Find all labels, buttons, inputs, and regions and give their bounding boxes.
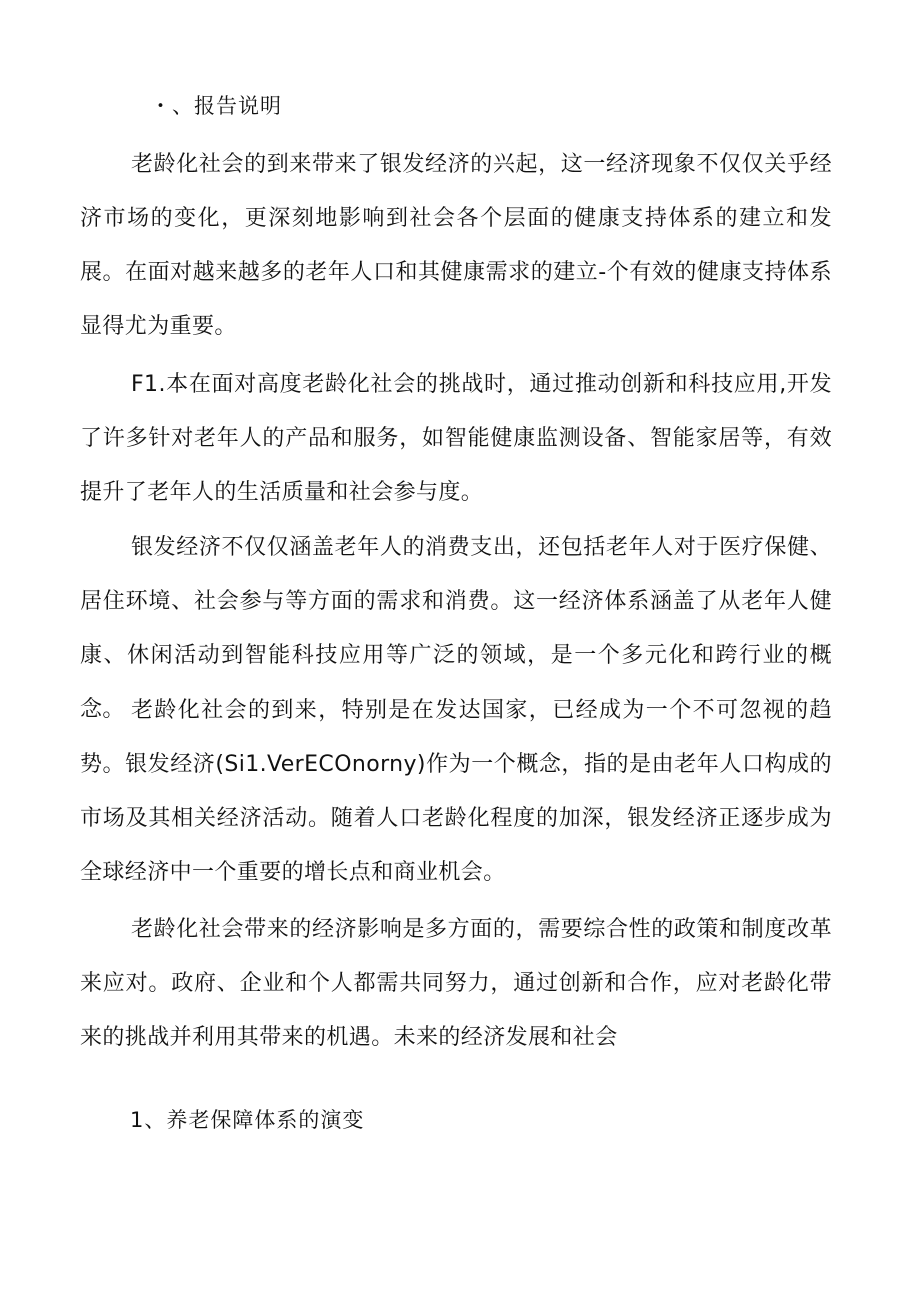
paragraph-4: 老龄化社会的到来，特别是在发达国家，已经成为一个不可忽视的趋势。银发经济(Si1.VerECOnorny)作为一个概念，指的是由老年人口构成的市场及其相关经济活动。随着人口老龄化程度的加深，银发经济正逐步成为全球经济中一个重要的增长点和商业机会。: [80, 698, 832, 885]
paragraph-2: F1.本在面对高度老龄化社会的挑战时，通过推动创新和科技应用,开发了许多针对老年人的产品和服务，如智能健康监测设备、智能家居等，有效提升了老年人的生活质量和社会参与度。: [80, 372, 832, 505]
paragraph-1: 老龄化社会的到来带来了银发经济的兴起，这一经济现象不仅仅关乎经济市场的变化，更深刻地影响到社会各个层面的健康支持体系的建立和发展。在面对越来越多的老年人口和其健康需求的建立-个有效的健康支持体系显得尤为重要。: [80, 152, 832, 339]
subsection-heading: 1、养老保障体系的演变: [130, 1108, 365, 1132]
paragraph-5: 老龄化社会带来的经济影响是多方面的，需要综合性的政策和制度改革来应对。政府、企业和个人都需共同努力，通过创新和合作，应对老龄化带来的挑战并利用其带来的机遇。未来的经济发展和社会: [80, 917, 832, 1050]
section-heading: ・、报告说明: [150, 94, 282, 118]
paragraph-3: 银发经济不仅仅涵盖老年人的消费支出，还包括老年人对于医疗保健、居住环境、社会参与等方面的需求和消费。这一经济体系涵盖了从老年人健康、休闲活动到智能科技应用等广泛的领域，是一个多元化和跨行业的概念。: [80, 535, 832, 722]
